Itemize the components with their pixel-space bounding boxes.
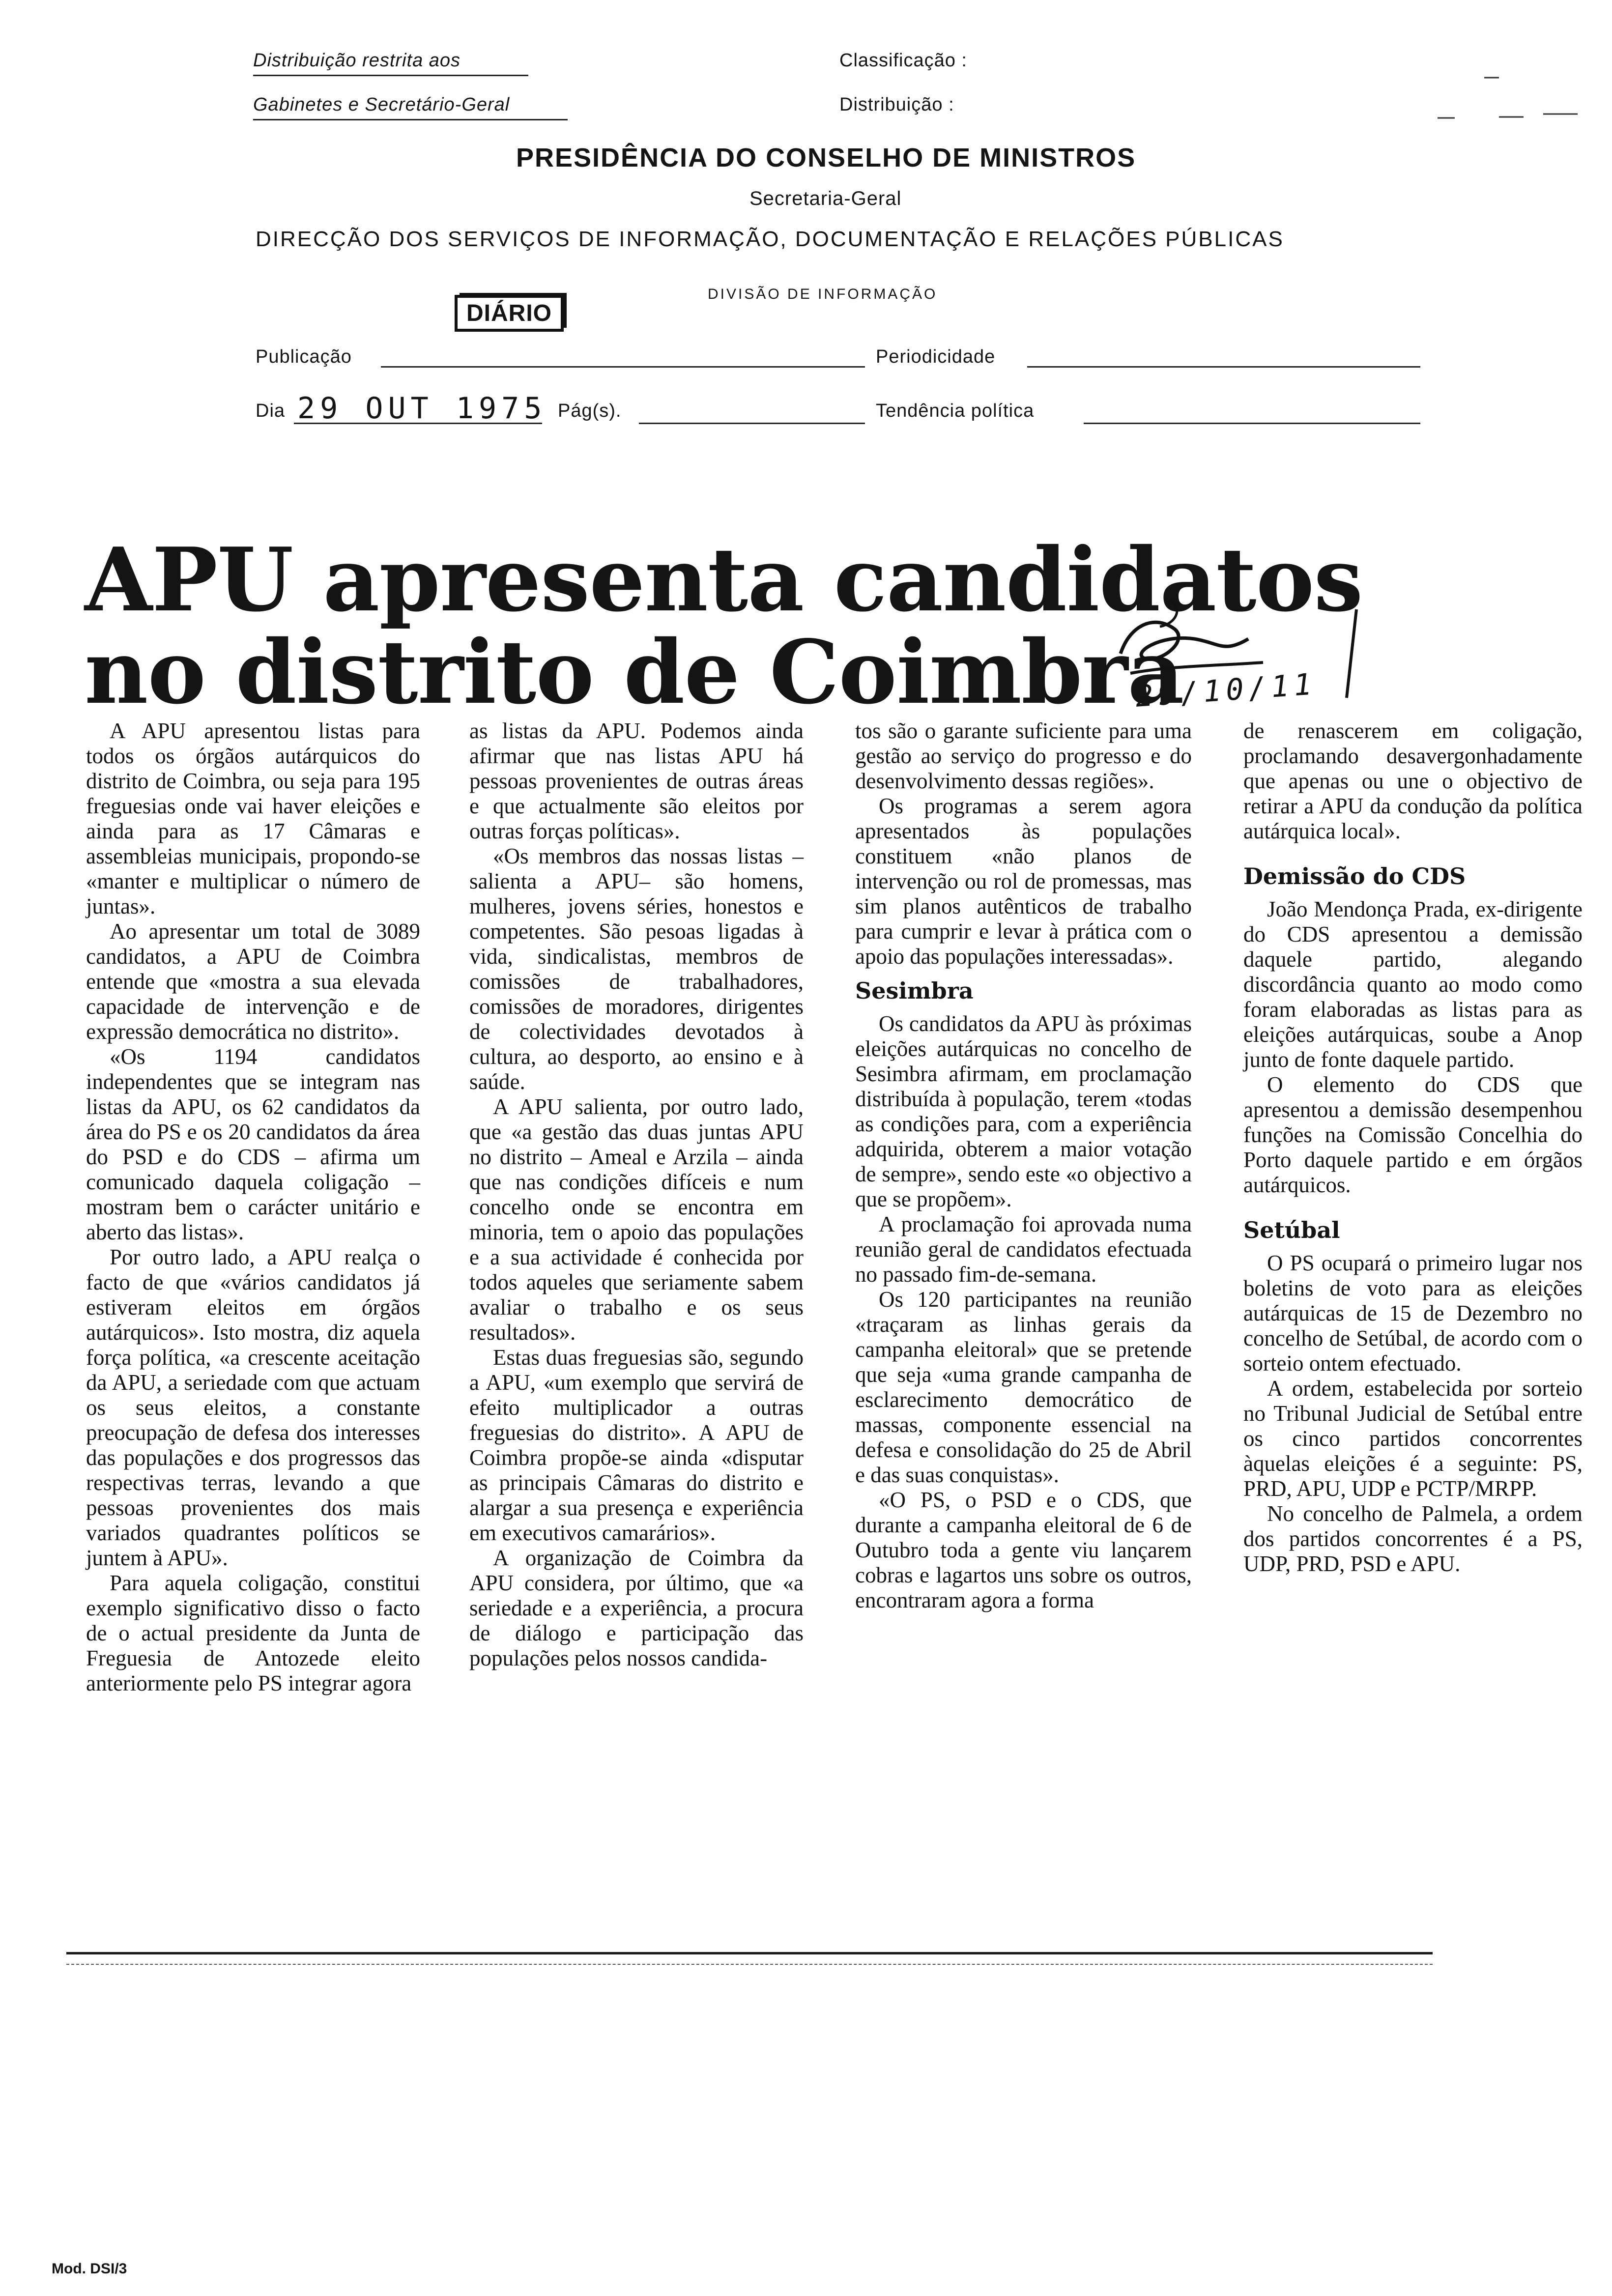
- directorate-line: DIRECÇÃO DOS SERVIÇOS DE INFORMAÇÃO, DOCUMENTAÇÃO E RELAÇÕES PÚBLICAS: [256, 227, 1284, 251]
- pags-line: [639, 423, 865, 424]
- col3-paragraph: Os programas a serem agora apresentados às populações constituem «não planos de intervenção ou rol de promessas, mas sim planos autênticos de trabalho para cumprir e levar à prática com o apoio das populações interessadas».: [855, 794, 1192, 969]
- col3-paragraph: «O PS, o PSD e o CDS, que durante a campanha eleitoral de 6 de Outubro toda a gente viu lançarem cobras e lagartos uns sobre os outros, encontraram agora a forma: [855, 1488, 1192, 1612]
- col2-paragraph: «Os membros das nossas listas – salienta a APU– são homens, mulheres, jovens séries, honestos e competentes. São pesoas ligadas à vida, sindicalistas, membros de comissões de trabalhadores, comissões de moradores, dirigentes de colectividades devotados à cultura, ao desporto, ao ensino e à saúde.: [469, 844, 804, 1094]
- classificacao-label: Classificação :: [839, 50, 967, 71]
- pags-label: Pág(s).: [558, 401, 622, 421]
- restricted-distribution-line2: Gabinetes e Secretário-Geral: [253, 94, 510, 115]
- col3-paragraph: Os candidatos da APU às próximas eleições autárquicas no concelho de Sesimbra afirmam, em proclamação distribuída à população, terem «todas as condições para, com a experiência adquirida, obterem a maior votação de sempre», sendo este «o objectivo a que se propõem».: [855, 1011, 1192, 1211]
- publicacao-line: [381, 366, 865, 368]
- scan-marks: [1425, 69, 1602, 128]
- col4-paragraph: O PS ocupará o primeiro lugar nos boletins de voto para as eleições autárquicas de 15 de Dezembro no concelho de Setúbal, de acordo com o sorteio ontem efectuado.: [1243, 1251, 1583, 1376]
- periodicidade-line: [1027, 366, 1420, 368]
- handwritten-date: 29/10/11: [1134, 667, 1318, 714]
- tendencia-line: [1084, 423, 1420, 424]
- col4-paragraph: João Mendonça Prada, ex-dirigente do CDS apresentou a demissão daquele partido, alegando discordância quanto ao modo como foram elaboradas as listas para as eleições autárquicas, soube a Anop junto de fonte daquele partido.: [1243, 897, 1583, 1072]
- tendencia-label: Tendência política: [876, 401, 1035, 421]
- periodicidade-label: Periodicidade: [876, 346, 996, 367]
- form-model-code: Mod. DSI/3: [52, 2261, 127, 2277]
- col4-paragraph: A ordem, estabelecida por sorteio no Tribunal Judicial de Setúbal entre os cinco partidos concorrentes àquelas eleições é a seguinte: PS, PRD, APU, UDP e PCTP/MRPP.: [1243, 1376, 1583, 1501]
- org-subtitle: Secretaria-Geral: [749, 188, 902, 209]
- headline-line-1: APU apresenta candidatos: [85, 528, 1363, 631]
- subheading-sesimbra: Sesimbra: [855, 977, 974, 1004]
- article-column-3: [855, 718, 1192, 1613]
- subheading-demissao-cds: Demissão do CDS: [1243, 863, 1466, 890]
- col1-paragraph: Ao apresentar um total de 3089 candidatos, a APU de Coimbra entende que «mostra a sua elevada capacidade de intervenção e de expressão democrática no distrito».: [86, 919, 420, 1044]
- dia-line: [294, 423, 542, 424]
- dia-value: 29 OUT 1975: [297, 391, 547, 426]
- col1-paragraph: «Os 1194 candidatos independentes que se integram nas listas da APU, os 62 candidatos da área do PS e os 20 candidatos da área do PSD e do CDS – afirma um comunicado daquela coligação – mostram bem o carácter unitário e aberto das listas».: [86, 1044, 420, 1244]
- col1-paragraph: A APU apresentou listas para todos os órgãos autárquicos do distrito de Coimbra, ou seja para 195 freguesias onde vai haver eleições e ainda para as 17 Câmaras e assembleias municipais, propondo-se «manter e multiplicar o número de juntas».: [86, 718, 420, 918]
- col3-paragraph: tos são o garante suficiente para uma gestão ao serviço do progresso e do desenvolvimento dessas regiões».: [855, 718, 1192, 793]
- article-column-2: [469, 718, 804, 1671]
- col2-paragraph: as listas da APU. Podemos ainda afirmar que nas listas APU há pessoas provenientes de outras áreas e que actualmente são eleitos por outras forças políticas».: [469, 718, 804, 843]
- article-column-4: [1243, 718, 1583, 1577]
- restricted-underline-1: [253, 75, 528, 76]
- restricted-distribution-line1: Distribuição restrita aos: [253, 50, 461, 71]
- publication-stamp: DIÁRIO: [455, 295, 564, 332]
- article-column-1: [86, 718, 420, 1696]
- publicacao-label: Publicação: [256, 346, 352, 367]
- col2-paragraph: A APU salienta, por outro lado, que «a gestão das duas juntas APU no distrito – Ameal e Arzila – ainda que nas condições difíceis e num concelho onde se encontra em minoria, tem o apoio das populações e a sua actividade é conhecida por todos aqueles que seriamente sabem avaliar o trabalho e os seus resultados».: [469, 1094, 804, 1345]
- col4-paragraph: O elemento do CDS que apresentou a demissão desempenhou funções na Comissão Concelhia do Porto daquele partido e em órgãos autárquicos.: [1243, 1072, 1583, 1197]
- restricted-underline-2: [253, 119, 568, 120]
- org-title: PRESIDÊNCIA DO CONSELHO DE MINISTROS: [516, 143, 1136, 172]
- col3-paragraph: A proclamação foi aprovada numa reunião geral de candidatos efectuada no passado fim-de-semana.: [855, 1212, 1192, 1287]
- bottom-rule: [66, 1952, 1433, 1954]
- dia-label: Dia: [256, 401, 286, 421]
- col2-paragraph: Estas duas freguesias são, segundo a APU, «um exemplo que servirá de efeito multiplicador a outras freguesias do distrito». A APU de Coimbra propõe-se ainda «disputar as principais Câmaras do distrito e alargar a sua presença e experiência em executivos camarários».: [469, 1345, 804, 1545]
- col4-paragraph: de renascerem em coligação, proclamando desavergonhadamente que apenas ou une o objectivo de retirar a APU da condução da política autárquica local».: [1243, 718, 1583, 843]
- col3-paragraph: Os 120 participantes na reunião «traçaram as linhas gerais da campanha eleitoral» que se pretende que seja «uma grande campanha de esclarecimento democrático de massas, componente essencial na defesa e consolidação do 25 de Abril e das suas conquistas».: [855, 1287, 1192, 1487]
- col1-paragraph: Para aquela coligação, constitui exemplo significativo disso o facto de o actual presidente da Junta de Freguesia de Antozede eleito anteriormente pelo PS integrar agora: [86, 1571, 420, 1695]
- subheading-setubal: Setúbal: [1243, 1217, 1340, 1243]
- col4-paragraph: No concelho de Palmela, a ordem dos partidos concorrentes é a PS, UDP, PRD, PSD e APU.: [1243, 1501, 1583, 1576]
- col1-paragraph: Por outro lado, a APU realça o facto de que «vários candidatos já estiveram eleitos em órgãos autárquicos». Isto mostra, diz aquela força política, «a crescente aceitação da APU, a seriedade com que actuam os seus eleitos, a constante preocupação de defesa dos interesses das populações e dos progressos das respectivas terras, levando a que pessoas provenientes dos mais variados quadrantes políticos se juntem à APU».: [86, 1245, 420, 1570]
- distribuicao-label: Distribuição :: [839, 94, 954, 115]
- headline-line-2: no distrito de Coimbra: [85, 621, 1184, 723]
- bottom-rule-secondary: [66, 1964, 1433, 1965]
- division-label: DIVISÃO DE INFORMAÇÃO: [708, 286, 938, 302]
- col2-paragraph: A organização de Coimbra da APU considera, por último, que «a seriedade e a experiência, a procura de diálogo e participação das populações pelos nossos candida-: [469, 1546, 804, 1670]
